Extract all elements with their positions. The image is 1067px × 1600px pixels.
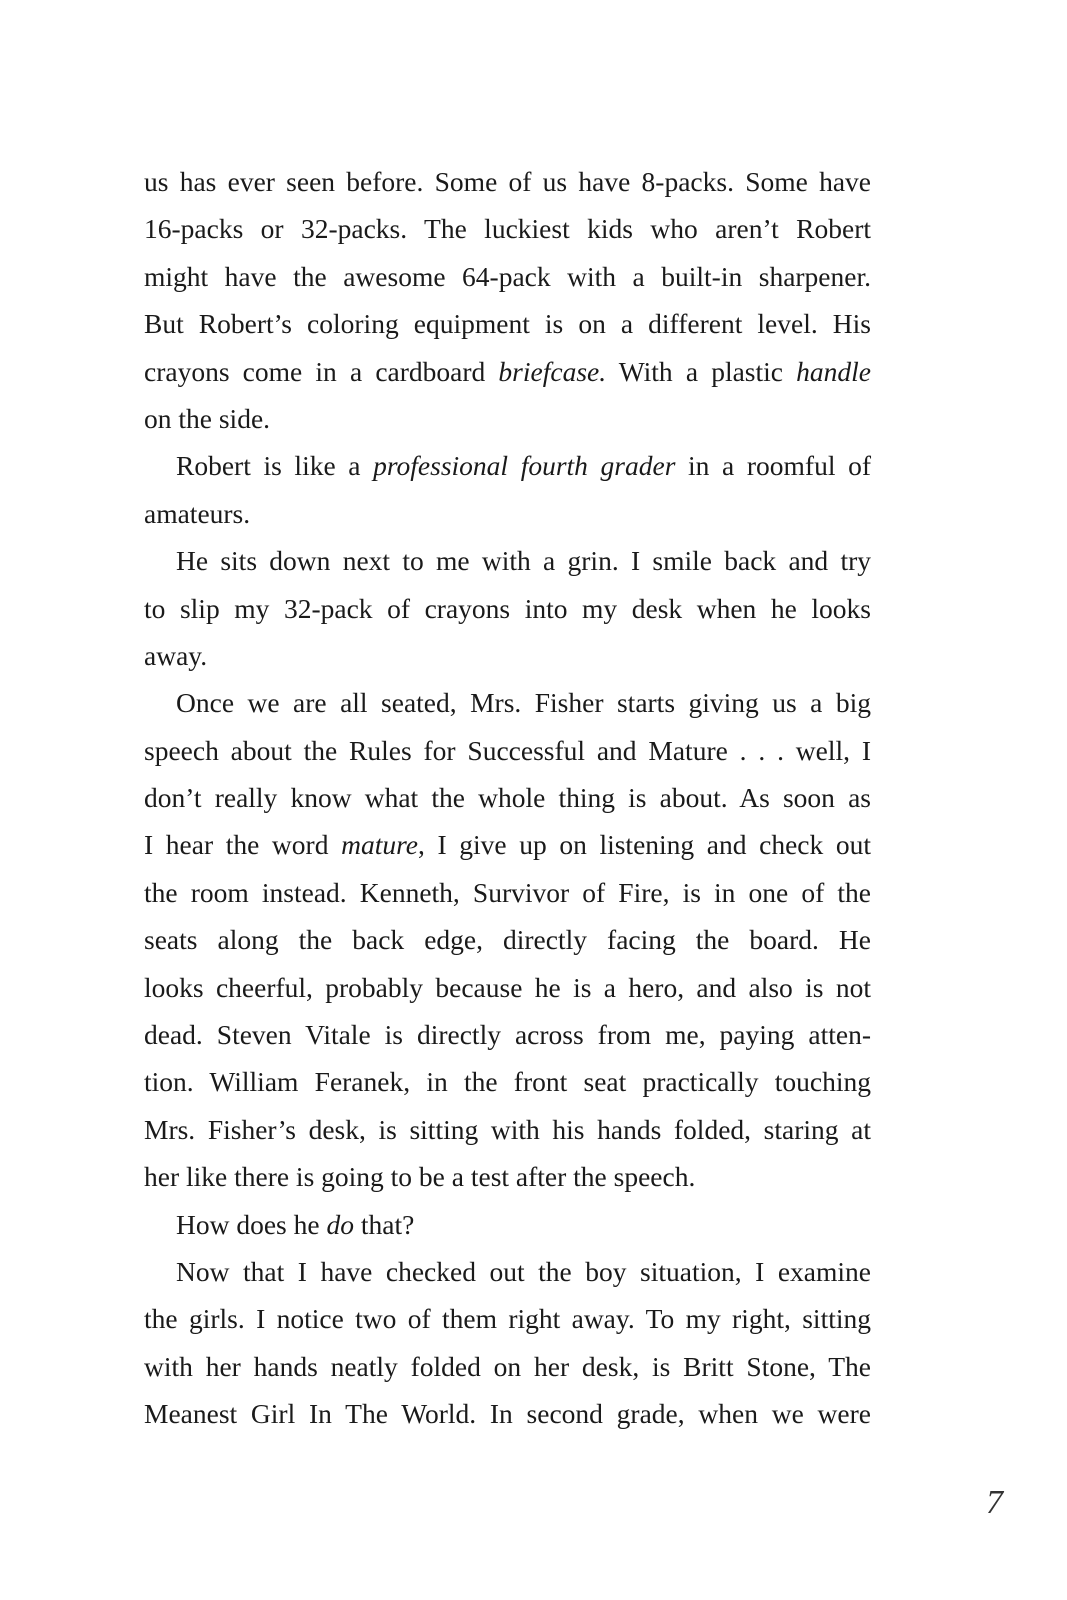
text-line xyxy=(144,632,871,679)
text-run: 16-packs or 32-packs. The luckiest kids who aren’t Robert xyxy=(144,213,871,245)
text-run: might have the awesome 64-pack with a built-in sharpener. xyxy=(144,260,871,292)
text-line xyxy=(144,490,871,537)
text-run: dead. Steven Vitale is directly across from me, paying atten- xyxy=(144,1019,871,1051)
text-run: But Robert’s coloring equipment is on a different level. His xyxy=(144,308,871,340)
text-run: He sits down next to me with a grin. I smile back and try xyxy=(176,545,871,577)
text-line xyxy=(144,774,871,821)
text-line xyxy=(144,1201,871,1248)
text-run: away. xyxy=(144,639,208,671)
text-line xyxy=(144,585,871,632)
text-run: that? xyxy=(353,1208,415,1240)
text-line xyxy=(144,1295,871,1342)
text-run: seats along the back edge, directly facing the board. He xyxy=(144,924,871,956)
italic-text: handle xyxy=(796,355,871,387)
text-line xyxy=(144,1011,871,1058)
text-run: Mrs. Fisher’s desk, is sitting with his hands folded, staring at xyxy=(144,1113,871,1145)
text-run: don’t really know what the whole thing is about. As soon as xyxy=(144,782,871,814)
text-run: tion. William Feranek, in the front seat practically touching xyxy=(144,1066,871,1098)
text-run: How does he xyxy=(176,1208,327,1240)
text-run: with her hands neatly folded on her desk, is Britt Stone, The xyxy=(144,1350,871,1382)
text-line xyxy=(144,537,871,584)
italic-text: briefcase. xyxy=(498,355,607,387)
text-line xyxy=(144,300,871,347)
text-line xyxy=(144,1343,871,1390)
text-line xyxy=(144,348,871,395)
text-run: amateurs. xyxy=(144,497,251,529)
text-run: Once we are all seated, Mrs. Fisher starts giving us a big xyxy=(176,687,871,719)
text-line xyxy=(144,1106,871,1153)
text-run: Meanest Girl In The World. In second grade, when we were xyxy=(144,1398,871,1430)
text-line xyxy=(144,679,871,726)
text-run: her like there is going to be a test after the speech. xyxy=(144,1161,696,1193)
text-run: us has ever seen before. Some of us have 8-packs. Some have xyxy=(144,166,871,197)
text-run: looks cheerful, probably because he is a hero, and also is not xyxy=(144,971,871,1003)
body-text xyxy=(144,158,871,1438)
text-line xyxy=(144,158,871,205)
text-run: to slip my 32-pack of crayons into my desk when he looks xyxy=(144,592,871,624)
text-line xyxy=(144,1058,871,1105)
text-line xyxy=(144,205,871,252)
text-line xyxy=(144,395,871,442)
text-line xyxy=(144,964,871,1011)
text-run: crayons come in a cardboard xyxy=(144,355,499,387)
text-run: in a roomful of xyxy=(675,450,871,482)
text-run: on the side. xyxy=(144,402,271,434)
text-line xyxy=(144,442,871,489)
text-run: I hear the word xyxy=(144,829,342,861)
text-run: Robert is like a xyxy=(176,450,374,482)
text-line xyxy=(144,916,871,963)
text-line xyxy=(144,821,871,868)
text-line xyxy=(144,1390,871,1437)
italic-text: do xyxy=(326,1208,354,1240)
text-run: speech about the Rules for Successful and Mature . . . well, I xyxy=(144,734,871,766)
text-run: the room instead. Kenneth, Survivor of Fire, is in one of the xyxy=(144,876,871,908)
text-line xyxy=(144,869,871,916)
italic-text: professional fourth grader xyxy=(373,450,676,482)
text-line xyxy=(144,253,871,300)
text-run: Now that I have checked out the boy situation, I examine xyxy=(176,1255,871,1287)
text-run: With a plastic xyxy=(606,355,797,387)
text-run: the girls. I notice two of them right away. To my right, sitting xyxy=(144,1303,871,1335)
text-line xyxy=(144,1153,871,1200)
text-run: , I give up on listening and check out xyxy=(417,829,871,861)
text-line xyxy=(144,1248,871,1295)
italic-text: mature xyxy=(341,829,418,861)
page-number: 7 xyxy=(986,1484,1003,1521)
text-line xyxy=(144,727,871,774)
